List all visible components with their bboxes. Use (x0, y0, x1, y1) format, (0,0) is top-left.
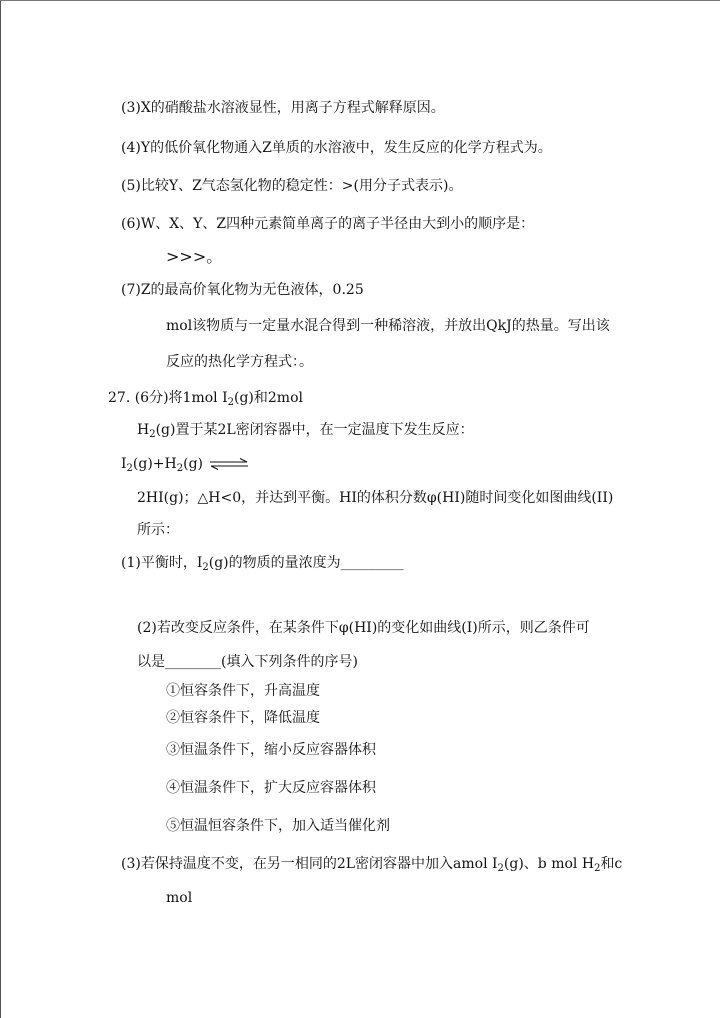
subscript: 2 (126, 463, 133, 474)
p3-text-c: 和c (600, 856, 623, 872)
option-2: ②恒容条件下，降低温度 (166, 710, 320, 726)
reaction-equation (121, 454, 249, 474)
question-27-h2-line (137, 420, 474, 440)
eq-text-b: (g)+H (132, 456, 177, 472)
subscript: 2 (594, 863, 601, 874)
question-27-intro (108, 388, 303, 408)
h2-text-a: H (137, 422, 150, 438)
q27-text-b: (g)和2mol (234, 390, 303, 406)
question-4: (4)Y的低价氧化物通入Z单质的水溶液中，发生反应的化学方程式为。 (121, 140, 552, 156)
p3-text-a: (3)若保持温度不变，在另一相同的2L密闭容器中加入amol I (121, 856, 498, 872)
subscript: 2 (202, 562, 209, 573)
question-7-line-2: mol该物质与一定量水混合得到一种稀溶液，并放出QkJ的热量。写出该 (166, 318, 610, 334)
question-6: (6)W、X、Y、Z四种元素简单离子的离子半径由大到小的顺序是： (121, 216, 535, 232)
h2-text-b: (g)置于某2L密闭容器中，在一定温度下发生反应： (155, 422, 474, 438)
p3-text-b: (g)、b mol H (503, 856, 595, 872)
option-4: ④恒温条件下，扩大反应容器体积 (166, 780, 376, 796)
question-7: (7)Z的最高价氧化物为无色液体，0.25 (121, 282, 364, 298)
reversible-arrow-icon (209, 458, 249, 470)
eq-text-a: I (121, 456, 127, 472)
part-2-line-2: 以是________(填入下列条件的序号) (137, 654, 358, 670)
question-3: (3)X的硝酸盐水溶液显性，用离子方程式解释原因。 (121, 100, 445, 116)
page-top-border (0, 0, 720, 1)
as-shown-line: 所示： (137, 522, 179, 538)
p1-text-b: (g)的物质的量浓度为_________ (208, 555, 404, 571)
q27-text-a: 27. (6分)将1mol I (108, 390, 228, 406)
subscript: 2 (227, 397, 234, 408)
part-1 (121, 553, 404, 573)
subscript: 2 (149, 429, 156, 440)
page-left-border (0, 0, 1, 1018)
subscript: 2 (497, 863, 504, 874)
option-3: ③恒温条件下，缩小反应容器体积 (166, 742, 376, 758)
option-1: ①恒容条件下，升高温度 (166, 683, 320, 699)
p1-text-a: (1)平衡时，I (121, 555, 203, 571)
subscript: 2 (176, 463, 184, 474)
part-3 (121, 854, 622, 874)
question-5: (5)比较Y、Z气态氢化物的稳定性：>(用分子式表示)。 (121, 178, 463, 194)
option-5: ⑤恒温恒容条件下，加入适当催化剂 (166, 818, 390, 834)
part-2: (2)若改变反应条件，在某条件下φ(HI)的变化如曲线(I)所示，则乙条件可 (137, 620, 590, 636)
part-3-line-2: mol (166, 890, 193, 906)
question-6-answer-line: >>>。 (166, 247, 223, 266)
hi-fraction-line: 2HI(g)；△H<0，并达到平衡。HI的体积分数φ(HI)随时间变化如图曲线(II) (137, 490, 614, 506)
eq-text-c: (g) (183, 456, 203, 472)
question-7-line-3: 反应的热化学方程式：。 (166, 354, 313, 370)
